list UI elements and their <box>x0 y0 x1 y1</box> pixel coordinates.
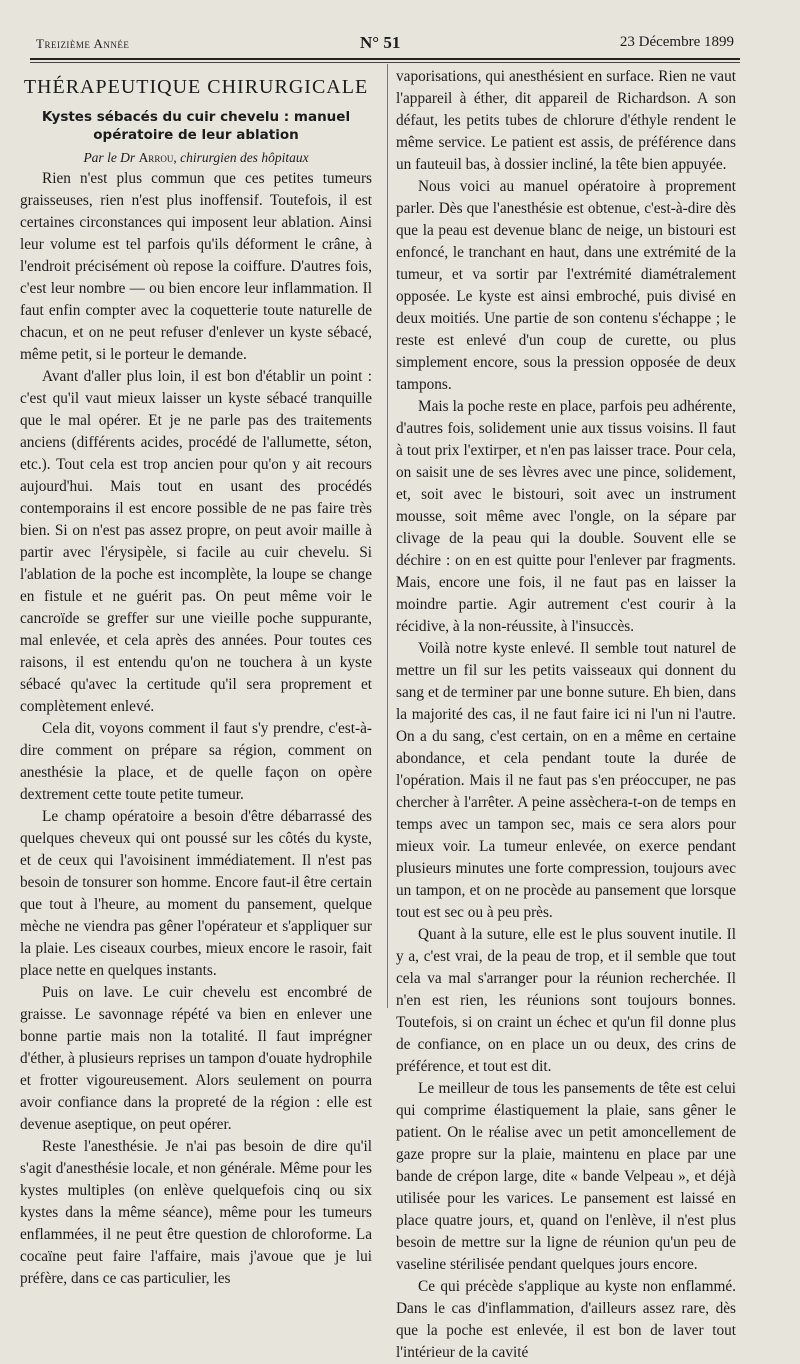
byline-author: Arrou, <box>138 150 177 165</box>
byline-role: chirurgien des hôpitaux <box>180 150 309 165</box>
paragraph: Cela dit, voyons comment il faut s'y prendre, c'est-à-dire comment on prépare sa région, comment on anesthésie la place, et de quelle façon on opère dextrement cette toute petite tumeur. <box>20 720 372 803</box>
right-column <box>396 66 736 1361</box>
paragraph: Mais la poche reste en place, parfois peu adhérente, d'autres fois, solidement unie aux tissus voisins. Il faut à tout prix l'extirper, et n'en pas laisser trace. Pour cela, on saisit une de ses lèvres avec une pince, solidement, et, soit avec le bistouri, soit avec un instrument mousse, soit même avec l'ongle, on la sépare par clivage de la peau qui la double. Souvent elle se déchire : on en est quitte pour l'enlever par fragments. Mais, encore une fois, il ne faut pas en laisser la moindre partie. Agir autrement c'est courir à la récidive, à la non-réussite, à l'insuccès. <box>396 398 736 635</box>
left-column <box>20 66 372 1287</box>
byline-prefix: Par le Dr <box>83 150 136 165</box>
paragraph: Ce qui précède s'applique au kyste non enflammé. Dans le cas d'inflammation, d'ailleurs assez rare, dès que la poche est enlevée, il est bon de laver tout l'intérieur de la cavité <box>396 1278 736 1361</box>
paragraph: Puis on lave. Le cuir chevelu est encombré de graisse. Le savonnage répété va bien en enlever une bonne partie mais non la totalité. Il faut imprégner d'éther, à plusieurs reprises un tampon d'ouate hydrophile et frotter vigoureusement. Alors seulement on pourra avoir confiance dans la propreté de la région : elle est devenue aseptique, on peut opérer. <box>20 984 372 1133</box>
paragraph: Quant à la suture, elle est le plus souvent inutile. Il y a, c'est vrai, de la peau de trop, et il semble que tout cela va mal s'arranger pour la réunion recherchée. Il n'en est rien, les réunions sont toujours bonnes. Toutefois, si on craint un échec et qu'un fil donne plus de confiance, on en place un ou deux, des crins de préférence, et tout est dit. <box>396 926 736 1075</box>
byline <box>20 148 372 168</box>
column-divider <box>387 64 388 1008</box>
paragraph: Reste l'anesthésie. Je n'ai pas besoin de dire qu'il s'agit d'anesthésie locale, et non générale. Même pour les kystes multiples (on enlève quelquefois cinq ou six kystes dans la même séance), même pour les tumeurs enflammées, il ne peut être question de chloroforme. La cocaïne peut faire l'affaire, mais j'avoue que je lui préfère, dans ce cas particulier, les <box>20 1138 372 1287</box>
paragraph: Avant d'aller plus loin, il est bon d'établir un point : c'est qu'il vaut mieux laisser un kyste sébacé tranquille que le mal opérer. Et je ne parle pas des traitements anciens (différents acides, procédé de l'allumette, séton, etc.). Tout cela est trop ancien pour qu'on y ait recours aujourd'hui. Mais tout en usant des procédés contemporains il est encore possible de ne pas faire très bien. Si on n'est pas assez propre, on peut avoir maille à partir avec l'érysipèle, si facile au cuir chevelu. Si l'ablation de la poche est incomplète, la loupe se change en fistule et ne guérit pas. On peut même voir le cancroïde se greffer sur une vieille poche suppurante, mal enlevée, et cela après des années. Pour toutes ces raisons, il est entendu qu'on ne touchera à un kyste sébacé qu'avec la certitude qu'il sera proprement et complètement enlevé. <box>20 368 372 715</box>
header-rule-thin <box>30 62 740 63</box>
paragraph-continued: vaporisations, qui anesthésient en surface. Rien ne vaut l'appareil à éther, dit appareil de Richardson. A son défaut, les petits tubes de chlorure d'éthyle rendent le même service. Le patient est assis, de préférence dans un fauteuil bas, à dossier incliné, la tête bien appuyée. <box>396 68 736 173</box>
paragraph: Rien n'est plus commun que ces petites tumeurs graisseuses, rien n'est plus inoffensif. Toutefois, il est certaines circonstances qui imposent leur ablation. Ainsi leur volume est tel parfois qu'ils déforment le crâne, à l'endroit précisément où repose la coiffure. D'autres fois, c'est leur nombre — ou bien encore leur inflammation. Il faut enfin compter avec la coquetterie toute naturelle de chacun, et on ne peut refuser d'enlever un kyste sébacé, même petit, si le porteur le demande. <box>20 170 372 363</box>
article-title: Kystes sébacés du cuir chevelu : manuel opératoire de leur ablation <box>41 109 351 143</box>
paragraph: Le meilleur de tous les pansements de tête est celui qui comprime élastiquement la plaie, sans gêner le patient. On le réalise avec un petit amoncellement de gaze propre sur la plaie, maintenu en place par une bande de crépon large, dite « bande Velpeau », et déjà utilisée pour les varices. Le pansement est laissé en place quatre jours, et, quand on l'enlève, il n'est plus besoin de mettre sur la ligne de réunion qu'un peu de vaseline stérilisée pendant quelques jours encore. <box>396 1080 736 1273</box>
header-volume: Treizième Année <box>36 36 130 51</box>
page-header <box>36 30 734 54</box>
header-date: 23 Décembre 1899 <box>619 34 734 50</box>
section-title: THÉRAPEUTIQUE CHIRURGICALE <box>23 76 369 98</box>
header-rule-thick <box>30 58 740 60</box>
paragraph: Voilà notre kyste enlevé. Il semble tout naturel de mettre un fil sur les petits vaisseaux qui donnent du sang et de terminer par une bonne suture. Eh bien, dans la majorité des cas, il ne faut faire ici ni l'un ni l'autre. On a du sang, c'est certain, on en a même en certaine abondance, et cela pendant toute la durée de l'opération. Mais il ne faut pas s'en préoccuper, ne pas chercher à l'arrêter. A peine assèchera-t-on de temps en temps avec un tampon sec, mais ce sera alors pour mieux voir. La tumeur enlevée, on exerce pendant plusieurs minutes une forte compression, toujours avec un tampon, et on ne procède au pansement que lorsque tout est sec ou à peu près. <box>396 640 736 921</box>
paragraph: Nous voici au manuel opératoire à proprement parler. Dès que l'anesthésie est obtenue, c'est-à-dire dès que la peau est devenue blanc de neige, un bistouri est enfoncé, le tranchant en haut, dans une extrémité de la tumeur, et va sortir par l'extrémité diamétralement opposée. Le kyste est ainsi embroché, puis divisé en deux moitiés. Une partie de son contenu s'échappe ; le reste est enlevé d'un coup de curette, ou plus simplement encore, sous la pression opposée de deux tampons. <box>396 178 736 393</box>
paragraph: Le champ opératoire a besoin d'être débarrassé des quelques cheveux qui ont poussé sur les côtés du kyste, et de ceux qui l'avoisinent immédiatement. Il n'est pas besoin de tonsurer son homme. Encore faut-il être certain que tout à l'heure, au moment du pansement, quelque mèche ne viendra pas gêner l'opérateur et s'appliquer sur la plaie. Les ciseaux courbes, mieux encore le rasoir, fait place nette en quelques instants. <box>20 808 372 979</box>
header-issue-number: N° 51 <box>360 33 401 52</box>
